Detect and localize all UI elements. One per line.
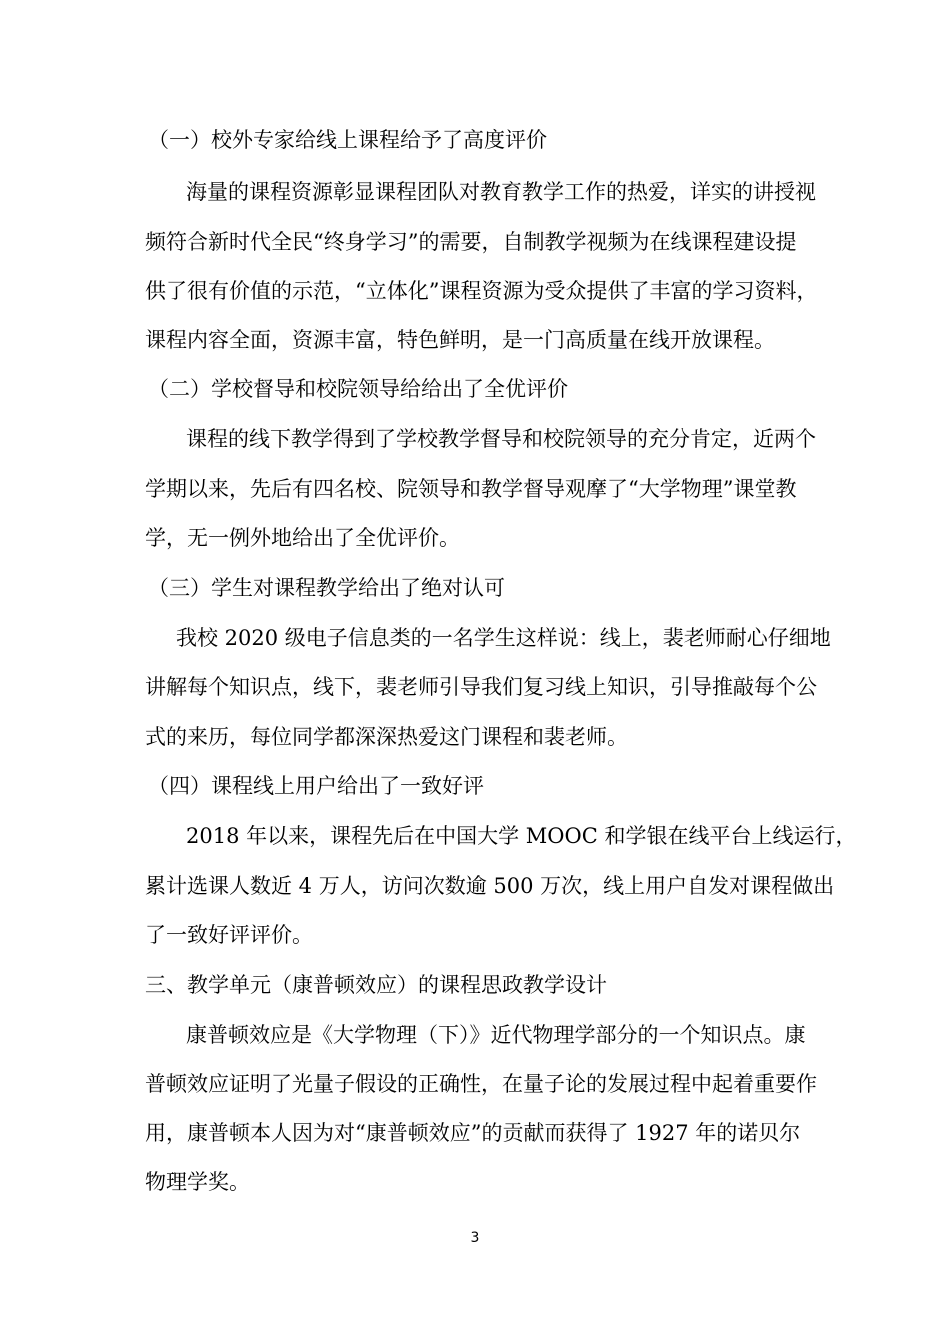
paragraph-line: 海量的课程资源彰显课程团队对教育教学工作的热爱，详实的讲授视	[186, 180, 816, 204]
paragraph-line: 康普顿效应是《大学物理（下）》近代物理学部分的一个知识点。康	[186, 1023, 806, 1047]
paragraph-line: 累计选课人数近 4 万人，访问次数逾 500 万次，线上用户自发对课程做出	[145, 874, 835, 898]
section-heading: 三、教学单元（康普顿效应）的课程思政教学设计	[145, 973, 607, 997]
section-heading: （四）课程线上用户给出了一致好评	[148, 774, 484, 798]
paragraph-line: 课程内容全面，资源丰富，特色鲜明，是一门高质量在线开放课程。	[145, 328, 775, 352]
paragraph-line: 式的来历，每位同学都深深热爱这门课程和裴老师。	[145, 725, 628, 749]
paragraph-line: 频符合新时代全民“终身学习”的需要，自制教学视频为在线课程建设提	[145, 230, 797, 254]
paragraph-line: 学期以来，先后有四名校、院领导和教学督导观摩了“大学物理”课堂教	[145, 477, 797, 501]
section-heading: （一）校外专家给线上课程给予了高度评价	[148, 128, 547, 152]
paragraph-line: 2018 年以来，课程先后在中国大学 MOOC 和学银在线平台上线运行，	[186, 824, 857, 848]
section-heading: （三）学生对课程教学给出了绝对认可	[148, 576, 505, 600]
paragraph-line: 用，康普顿本人因为对“康普顿效应”的贡献而获得了 1927 年的诺贝尔	[145, 1121, 801, 1145]
paragraph-line: 普顿效应证明了光量子假设的正确性，在量子论的发展过程中起着重要作	[145, 1072, 817, 1096]
paragraph-line: 物理学奖。	[145, 1170, 250, 1194]
paragraph-line: 学，无一例外地给出了全优评价。	[145, 526, 460, 550]
paragraph-line: 了一致好评评价。	[145, 923, 313, 947]
paragraph-line: 讲解每个知识点，线下，裴老师引导我们复习线上知识，引导推敲每个公	[145, 675, 817, 699]
section-heading: （二）学校督导和校院领导给给出了全优评价	[148, 377, 568, 401]
paragraph-line: 课程的线下教学得到了学校教学督导和校院领导的充分肯定，近两个	[186, 427, 816, 451]
page-number: 3	[470, 1230, 480, 1246]
paragraph-line: 供了很有价值的示范，“立体化”课程资源为受众提供了丰富的学习资料，	[145, 279, 818, 303]
paragraph-line: 我校 2020 级电子信息类的一名学生这样说：线上，裴老师耐心仔细地	[176, 626, 831, 650]
